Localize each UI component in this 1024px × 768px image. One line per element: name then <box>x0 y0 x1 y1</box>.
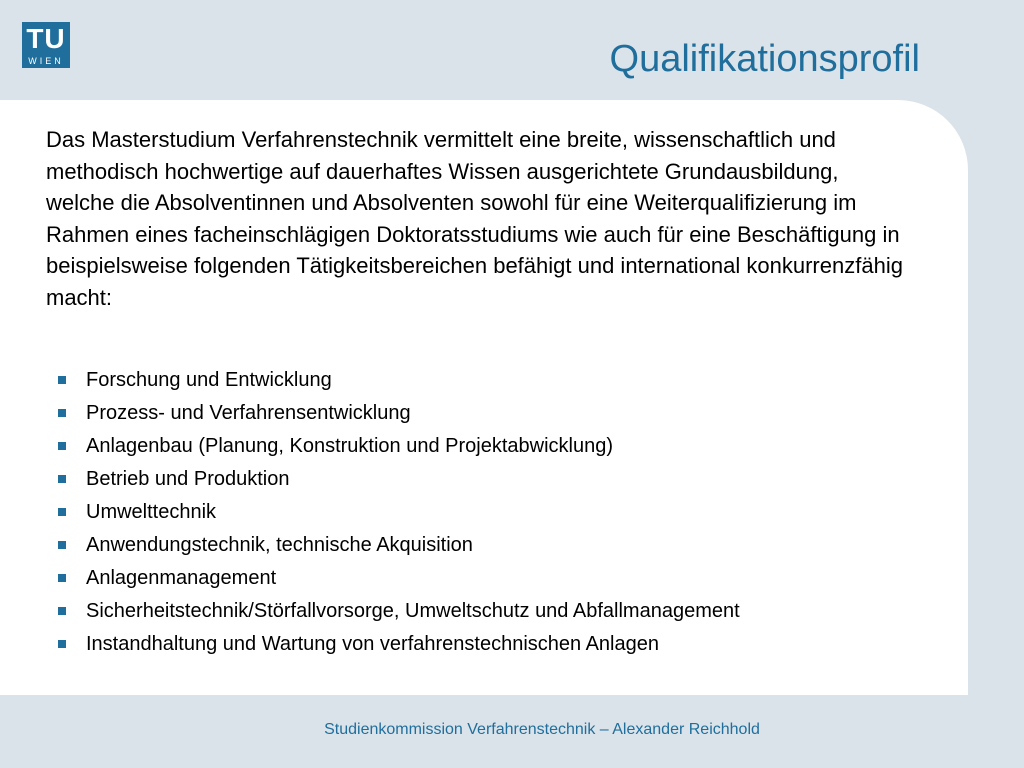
slide-title: Qualifikationsprofil <box>609 38 920 80</box>
bullet-text: Instandhaltung und Wartung von verfahrenstechnischen Anlagen <box>86 633 659 655</box>
bullet-square-icon <box>58 376 66 384</box>
bullet-square-icon <box>58 640 66 648</box>
bullet-text: Anlagenmanagement <box>86 567 277 589</box>
bullet-square-icon <box>58 475 66 483</box>
bullet-item <box>58 529 938 562</box>
bullet-list <box>58 364 938 661</box>
logo-wien-text: WIEN <box>28 56 64 66</box>
bullet-text: Anlagenbau (Planung, Konstruktion und Projektabwicklung) <box>86 435 614 457</box>
bullet-text: Sicherheitstechnik/Störfallvorsorge, Umweltschutz und Abfallmanagement <box>86 600 740 622</box>
bullet-square-icon <box>58 574 66 582</box>
bullet-square-icon <box>58 607 66 615</box>
bullet-item <box>58 496 938 529</box>
bullet-square-icon <box>58 508 66 516</box>
bullet-text: Forschung und Entwicklung <box>86 369 332 391</box>
bullet-item <box>58 595 938 628</box>
bullet-item <box>58 397 938 430</box>
bullet-text: Anwendungstechnik, technische Akquisition <box>86 534 473 556</box>
tu-wien-logo <box>22 22 70 68</box>
bullet-square-icon <box>58 409 66 417</box>
bullet-item <box>58 463 938 496</box>
intro-paragraph: Das Masterstudium Verfahrenstechnik vermittelt eine breite, wissenschaftlich und methodisch hochwertige auf dauerhaftes Wissen ausgerichtete Grundausbildung, welche die Absolventinnen und Absolventen sowohl für eine Weiterqualifizierung im Rahmen eines facheinschlägigen Doktoratsstudiums wie auch für eine Beschäftigung in beispielsweise folgenden Tätigkeitsbereichen befähigt und international konkurrenzfähig macht: <box>46 127 903 310</box>
footer-text: Studienkommission Verfahrenstechnik – Alexander Reichhold <box>324 721 760 738</box>
bullet-square-icon <box>58 541 66 549</box>
bullet-item <box>58 430 938 463</box>
bullet-text: Prozess- und Verfahrensentwicklung <box>86 402 411 424</box>
logo-tu-text: TU <box>26 23 66 54</box>
bullet-text: Umwelttechnik <box>86 501 217 523</box>
bullet-item <box>58 364 938 397</box>
bullet-item <box>58 628 938 661</box>
bullet-square-icon <box>58 442 66 450</box>
bullet-item <box>58 562 938 595</box>
bullet-text: Betrieb und Produktion <box>86 468 290 490</box>
